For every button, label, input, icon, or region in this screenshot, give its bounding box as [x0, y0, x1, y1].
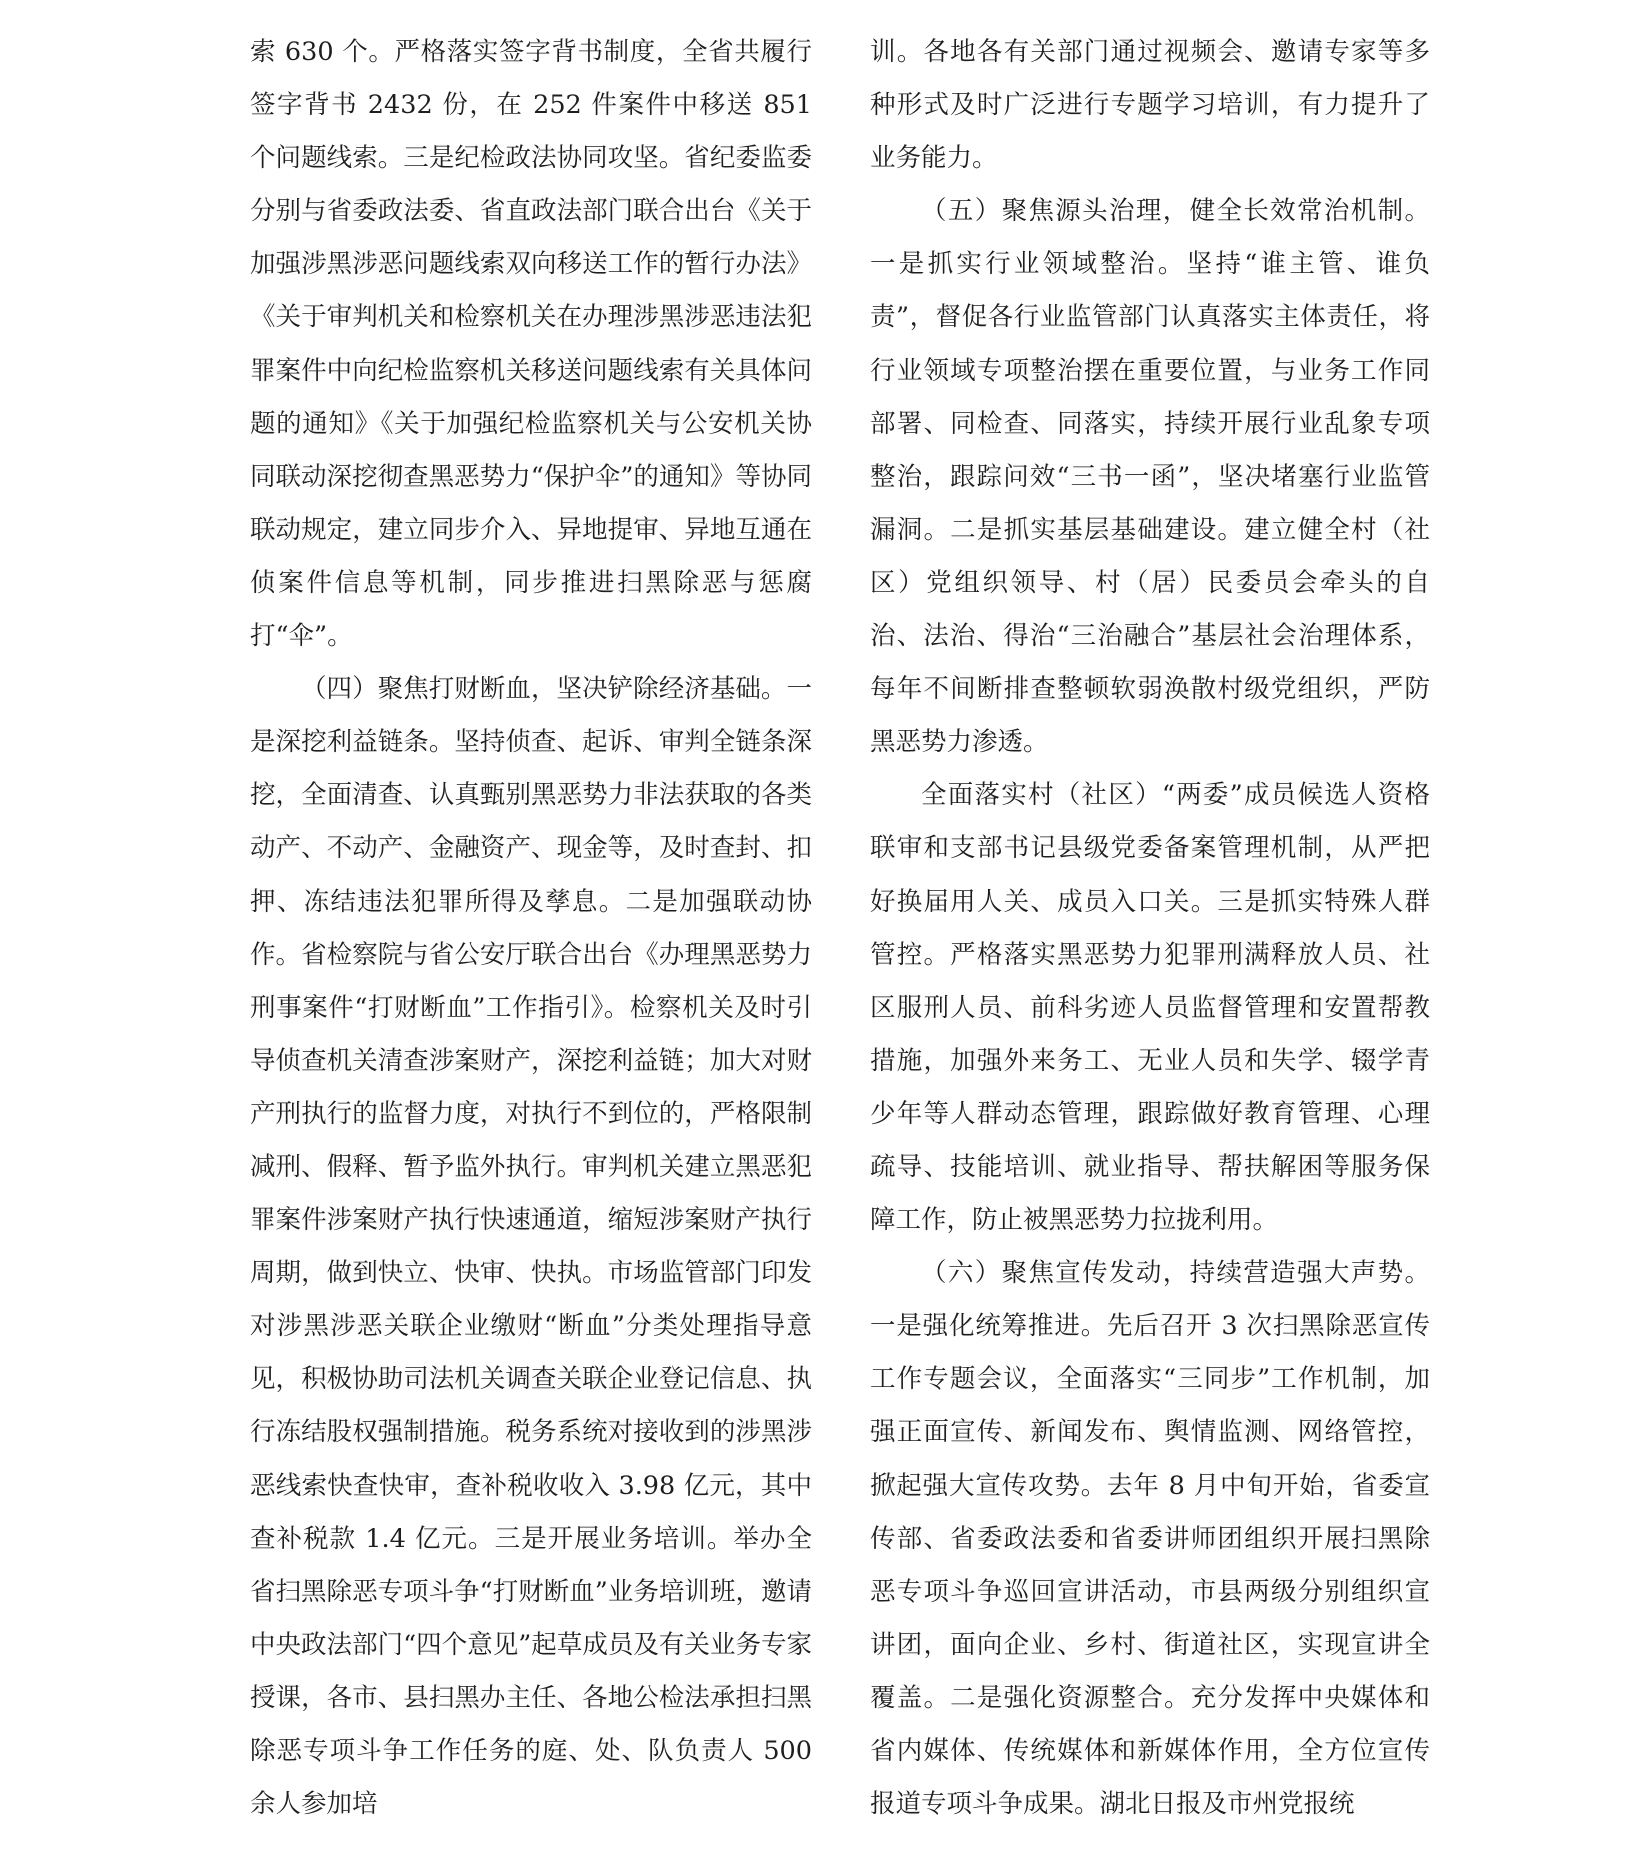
- paragraph: （四）聚焦打财断血，坚决铲除经济基础。一是深挖利益链条。坚持侦查、起诉、审判全链条深挖，全面清查、认真甄别黑恶势力非法获取的各类动产、不动产、金融资产、现金等，及时查封、扣押、冻结违法犯罪所得及孳息。二是加强联动协作。省检察院与省公安厅联合出台《办理黑恶势力刑事案件“打财断血”工作指引》。检察机关及时引导侦查机关清查涉案财产，深挖利益链；加大对财产刑执行的监督力度，对执行不到位的，严格限制减刑、假释、暂予监外执行。审判机关建立黑恶犯罪案件涉案财产执行快速通道，缩短涉案财产执行周期，做到快立、快审、快执。市场监管部门印发对涉黑涉恶关联企业缴财“断血”分类处理指导意见，积极协助司法机关调查关联企业登记信息、执行冻结股权强制措施。税务系统对接收到的涉黑涉恶线索快查快审，查补税收收入 3.98 亿元，其中查补税款 1.4 亿元。三是开展业务培训。举办全省扫黑除恶专项斗争“打财断血”业务培训班，邀请中央政法部门“四个意见”起草成员及有关业务专家授课，各市、县扫黑办主任、各地公检法承担扫黑除恶专项斗争工作任务的庭、处、队负责人 500 余人参加培: [250, 674, 812, 1820]
- paragraph: （五）聚焦源头治理，健全长效常治机制。一是抓实行业领域整治。坚持“谁主管、谁负责”，督促各行业监管部门认真落实主体责任，将行业领域专项整治摆在重要位置，与业务工作同部署、同检查、同落实，持续开展行业乱象专项整治，跟踪问效“三书一函”，坚决堵塞行业监管漏洞。二是抓实基层基础建设。建立健全村（社区）党组织领导、村（居）民委员会牵头的自治、法治、得治“三治融合”基层社会治理体系，每年不间断排查整顿软弱涣散村级党组织，严防黑恶势力渗透。: [870, 196, 1430, 758]
- paragraph: （六）聚焦宣传发动，持续营造强大声势。一是强化统筹推进。先后召开 3 次扫黑除恶宣传工作专题会议，全面落实“三同步”工作机制，加强正面宣传、新闻发布、舆情监测、网络管控，掀起强大宣传攻势。去年 8 月中旬开始，省委宣传部、省委政法委和省委讲师团组织开展扫黑除恶专项斗争巡回宣讲活动，市县两级分别组织宣讲团，面向企业、乡村、街道社区，实现宣讲全覆盖。二是强化资源整合。充分发挥中央媒体和省内媒体、传统媒体和新媒体作用，全方位宣传报道专项斗争成果。湖北日报及市州党报统: [870, 1258, 1430, 1820]
- paragraph: 训。各地各有关部门通过视频会、邀请专家等多种形式及时广泛进行专题学习培训，有力提升了业务能力。: [870, 37, 1430, 174]
- left-column: [250, 26, 812, 1831]
- paragraph: 索 630 个。严格落实签字背书制度，全省共履行签字背书 2432 份，在 252 件案件中移送 851 个问题线索。三是纪检政法协同攻坚。省纪委监委分别与省委政法委、省直政法部门联合出台《关于加强涉黑涉恶问题线索双向移送工作的暂行办法》《关于审判机关和检察机关在办理涉黑涉恶违法犯罪案件中向纪检监察机关移送问题线索有关具体问题的通知》《关于加强纪检监察机关与公安机关协同联动深挖彻查黑恶势力“保护伞”的通知》等协同联动规定，建立同步介入、异地提审、异地互通在侦案件信息等机制，同步推进扫黑除恶与惩腐打“伞”。: [250, 37, 812, 652]
- right-column: [870, 26, 1430, 1831]
- paragraph: 全面落实村（社区）“两委”成员候选人资格联审和支部书记县级党委备案管理机制，从严把好换届用人关、成员入口关。三是抓实特殊人群管控。严格落实黑恶势力犯罪刑满释放人员、社区服刑人员、前科劣迹人员监督管理和安置帮教措施，加强外来务工、无业人员和失学、辍学青少年等人群动态管理，跟踪做好教育管理、心理疏导、技能培训、就业指导、帮扶解困等服务保障工作，防止被黑恶势力拉拢利用。: [870, 780, 1430, 1236]
